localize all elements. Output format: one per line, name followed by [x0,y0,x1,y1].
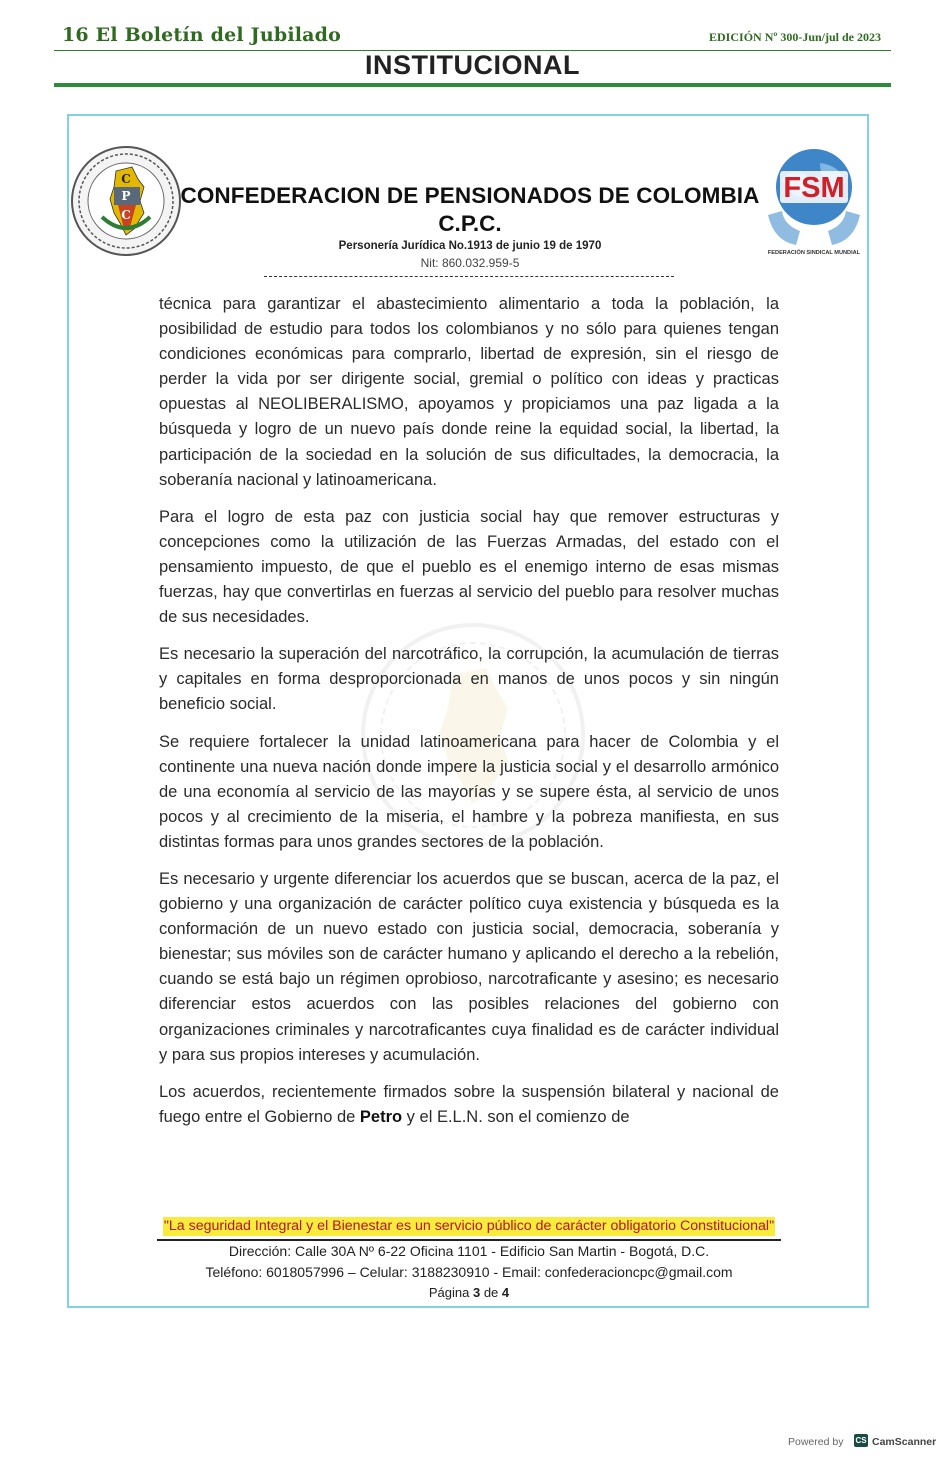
tax-id: Nit: 860.032.959-5 [420,256,520,270]
page-current: 3 [472,1285,481,1300]
fsm-logo-text: FSM [783,172,845,204]
page-middle: de [480,1285,502,1300]
slogan-text: "La seguridad Integral y el Bienestar es un servicio público de carácter obligatorio Constitucional" [163,1218,775,1234]
camscanner-icon: CS [855,1436,867,1445]
fsm-caption: FEDERACIÓN SINDICAL MUNDIAL [767,250,861,256]
page-number [157,1285,781,1300]
organization-name: CONFEDERACION DE PENSIONADOS DE COLOMBIA [180,183,760,208]
paragraph-text: y el E.L.N. son el comienzo de [402,1107,630,1126]
section-rule [54,83,891,87]
contact-line: Teléfono: 6018057996 – Celular: 3188230910 - Email: confederacioncpc@gmail.com [205,1264,733,1280]
organization-abbreviation: C.P.C. [438,211,502,236]
section-title: INSTITUCIONAL [365,50,580,80]
newspaper-header [54,22,891,51]
address-line: Dirección: Calle 30A Nº 6-22 Oficina 1101 - Edificio San Martin - Bogotá, D.C. [228,1243,710,1259]
paragraph: Es necesario y urgente diferenciar los acuerdos que se buscan, acerca de la paz, el gobierno y una organización de carácter político cuya existencia y búsqueda es la conformación de un nuevo estado con justicia social, democracia, soberanía y bienestar; sus móviles son de carácter humano y aplicando el derecho a la rebelión, cuando se está bajo un régimen oprobioso, narcotraficante y asesino; es necesario diferenciar estos acuerdos con las posibles relaciones del gobierno con organizaciones criminales y narcotraficantes cuya finalidad es de carácter individual y para sus propios intereses y acumulación. [159,869,779,1064]
paragraph: Es necesario la superación del narcotráfico, la corrupción, la acumulación de tierras y capitales en forma desproporcionada en manos de unos pocos y sin ningún beneficio social. [159,645,779,714]
paragraph-last [159,1080,779,1130]
legal-registration: Personería Jurídica No.1913 de junio 19 de 1970 [338,240,602,252]
seal-letter-3: C [121,208,131,222]
page-prefix: Página [428,1285,473,1300]
bold-name: Petro [359,1107,403,1126]
letterhead-divider [264,276,674,277]
slogan-banner [157,1214,781,1241]
seal-letter-1: C [121,172,131,186]
paragraph: Para el logro de esta paz con justicia social hay que remover estructuras y concepciones como la utilización de las Fuerzas Armadas, del estado con el pensamiento impuesto, de que el pueblo es el enemigo interno de esas mismas fuerzas, hay que convertirlas en fuerzas al servicio del pueblo para resolver muchas de sus necesidades. [159,507,779,627]
letter-body [159,292,779,1142]
camscanner-brand: CamScanner [872,1436,937,1448]
camscanner-mark [788,1432,938,1452]
newspaper-title: 16 El Boletín del Jubilado [62,24,342,46]
paragraph: técnica para garantizar el abastecimiento alimentario a toda la población, la posibilidad de estudio para todos los colombianos y no sólo para quienes tengan condiciones económicas para comprarlo, libertad de expresión, sin el riesgo de perder la vida por ser dirigente social, gremial o político con ideas y practicas opuestas al NEOLIBERALISMO, apoyamos y propiciamos una paz ligada a la búsqueda y logro de un nuevo país donde reine la equidad social, la libertad, la participación de la sociedad en la solución de sus dificultades, la democracia, la soberanía nacional y latinoamericana. [159,295,779,489]
powered-by-label: Powered by [788,1436,844,1448]
edition-label: EDICIÓN Nº 300-Jun/jul de 2023 [709,30,881,44]
seal-letter-2: P [121,189,131,203]
paragraph-text: Los acuerdos, recientemente firmados sobre la suspensión bilateral y nacional de fuego entre el Gobierno de [159,1082,779,1126]
paragraph: Se requiere fortalecer la unidad latinoamericana para hacer de Colombia y el continente una nueva nación donde impere la justicia social y el desarrollo armónico de una economía al servicio de las mayorías y se supere ésta, al servicio de unos pocos y al crecimiento de la miseria, el hambre y la pobreza manifiesta, en sus distintas formas para unos grandes sectores de la población. [159,732,779,851]
page-total: 4 [501,1285,510,1300]
